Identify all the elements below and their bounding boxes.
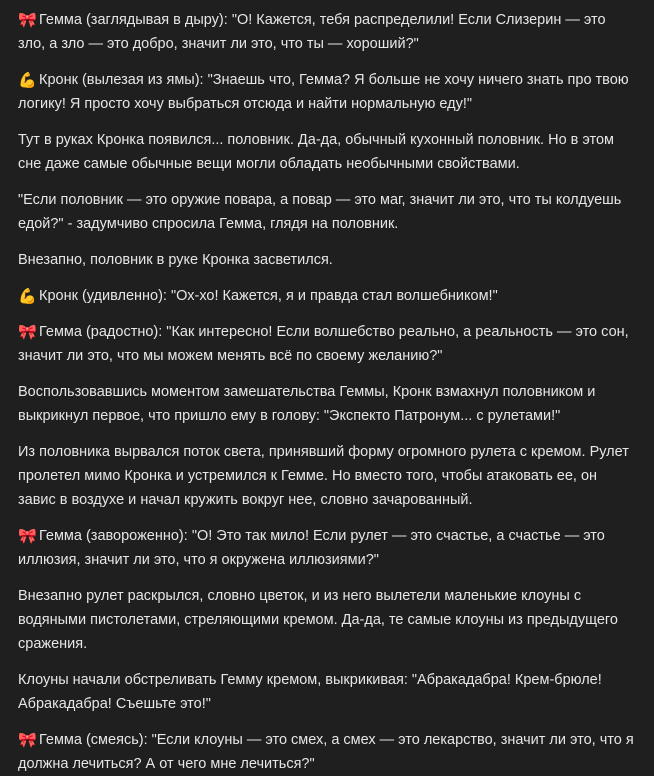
- paragraph-text: Внезапно, половник в руке Кронка засветился.: [18, 252, 333, 268]
- flexed-biceps-icon: 💪: [18, 287, 37, 305]
- paragraph-text: Воспользовавшись моментом замешательства Геммы, Кронк взмахнул половником и выкрикнул первое, что пришло ему в голову: "Экспекто Патронум... с рулетами!": [18, 384, 596, 424]
- story-paragraph: [18, 8, 634, 56]
- story-paragraph: [18, 584, 634, 656]
- chat-message-body: [18, 8, 634, 776]
- paragraph-text: Из половника вырвался поток света, принявший форму огромного рулета с кремом. Рулет пролетел мимо Кронка и устремился к Гемме. Но вместо того, чтобы атаковать ее, он завис в воздухе и начал кружить вокруг нее, словно зачарованный.: [18, 444, 629, 508]
- story-paragraph: [18, 668, 634, 716]
- bow-icon: 🎀: [18, 323, 37, 341]
- bow-icon: 🎀: [18, 527, 37, 545]
- paragraph-text: Гемма (смеясь): "Если клоуны — это смех, а смех — это лекарство, значит ли это, что я должна лечиться? А от чего мне лечиться?": [18, 732, 634, 772]
- story-paragraph: [18, 68, 634, 116]
- paragraph-text: Гемма (заглядывая в дыру): "О! Кажется, тебя распределили! Если Слизерин — это зло, а зло — это добро, значит ли это, что ты — хороший?": [18, 12, 606, 52]
- bow-icon: 🎀: [18, 731, 37, 749]
- bow-icon: 🎀: [18, 11, 37, 29]
- story-paragraph: [18, 188, 634, 236]
- paragraph-text: Клоуны начали обстреливать Гемму кремом, выкрикивая: "Абракадабра! Крем-брюле! Абракадабра! Съешьте это!": [18, 672, 602, 712]
- paragraph-text: Кронк (удивленно): "Ох-хо! Кажется, я и правда стал волшебником!": [39, 288, 498, 304]
- paragraph-text: "Если половник — это оружие повара, а повар — это маг, значит ли это, что ты колдуешь едой?" - задумчиво спросила Гемма, глядя на половник.: [18, 192, 622, 232]
- paragraph-text: Тут в руках Кронка появился... половник. Да-да, обычный кухонный половник. Но в этом сне даже самые обычные вещи могли обладать необычными свойствами.: [18, 132, 614, 172]
- story-paragraph: [18, 524, 634, 572]
- paragraph-text: Гемма (завороженно): "О! Это так мило! Если рулет — это счастье, а счастье — это иллюзия, значит ли это, что я окружена иллюзиями?": [18, 528, 605, 568]
- story-paragraph: [18, 128, 634, 176]
- paragraph-text: Кронк (вылезая из ямы): "Знаешь что, Гемма? Я больше не хочу ничего знать про твою логику! Я просто хочу выбраться отсюда и найти нормальную еду!": [18, 72, 629, 112]
- flexed-biceps-icon: 💪: [18, 71, 37, 89]
- paragraph-text: Внезапно рулет раскрылся, словно цветок, и из него вылетели маленькие клоуны с водяными пистолетами, стреляющими кремом. Да-да, те самые клоуны из предыдущего сражения.: [18, 588, 618, 652]
- story-paragraph: [18, 380, 634, 428]
- paragraph-text: Гемма (радостно): "Как интересно! Если волшебство реально, а реальность — это сон, значит ли это, что мы можем менять всё по своему желанию?": [18, 324, 629, 364]
- story-paragraph: [18, 440, 634, 512]
- story-paragraph: [18, 284, 634, 308]
- story-paragraph: [18, 728, 634, 776]
- story-paragraph: [18, 320, 634, 368]
- story-paragraph: [18, 248, 634, 272]
